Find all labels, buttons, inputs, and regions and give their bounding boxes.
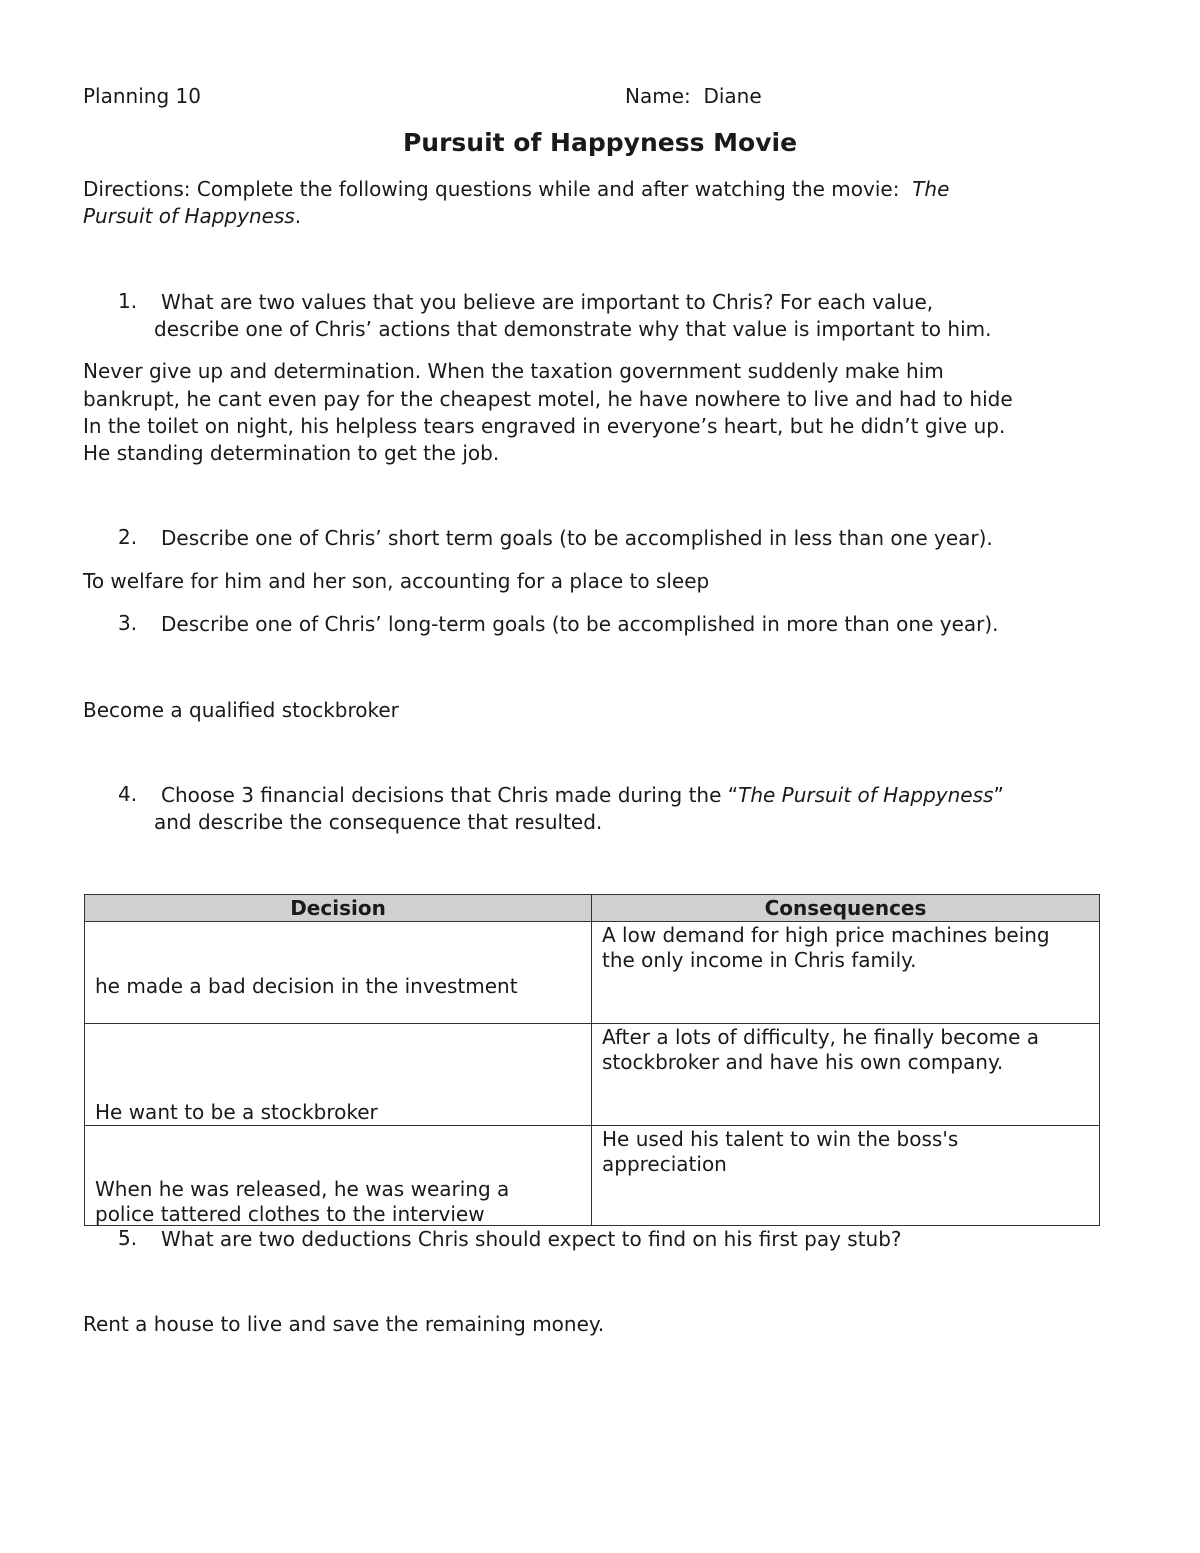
directions-movie-title-part-2: Pursuit of Happyness xyxy=(83,204,295,228)
column-header-consequences: Consequences xyxy=(592,895,1100,922)
name-field xyxy=(625,84,762,108)
consequence-cell xyxy=(592,922,1100,1024)
table-row xyxy=(85,922,1100,1024)
directions-movie-title-part-1: The xyxy=(912,177,950,201)
answer-2: To welfare for him and her son, accounting for a place to sleep xyxy=(83,569,710,593)
table-row xyxy=(85,1024,1100,1126)
name-value: Diane xyxy=(703,84,762,108)
decision-text: he made a bad decision in the investment xyxy=(95,974,518,998)
question-3-text: Describe one of Chris’ long-term goals (to be accomplished in more than one year). xyxy=(161,612,999,636)
column-header-decision: Decision xyxy=(85,895,592,922)
decision-text-line: When he was released, he was wearing a xyxy=(95,1177,510,1201)
consequence-text-line: the only income in Chris family. xyxy=(602,948,917,972)
answer-5: Rent a house to live and save the remaining money. xyxy=(83,1312,605,1336)
directions-line-2 xyxy=(83,203,301,230)
question-1-number: 1. xyxy=(118,289,138,313)
answer-1-line-3: In the toilet on night, his helpless tears engraved in everyone’s heart, but he didn’t give up. xyxy=(83,414,1006,438)
table-row xyxy=(85,1126,1100,1226)
decision-text: He want to be a stockbroker xyxy=(95,1100,378,1124)
consequence-text-line: stockbroker and have his own company. xyxy=(602,1050,1004,1074)
question-4-prefix: Choose 3 financial decisions that Chris made during the “ xyxy=(161,783,739,807)
consequence-cell xyxy=(592,1024,1100,1126)
consequence-text-line: After a lots of difficulty, he finally become a xyxy=(602,1025,1040,1049)
question-1-line-2: describe one of Chris’ actions that demonstrate why that value is important to him. xyxy=(154,317,992,341)
page-title: Pursuit of Happyness Movie xyxy=(402,128,798,157)
course-label: Planning 10 xyxy=(83,84,201,108)
question-4-movie-title: The Pursuit of Happyness xyxy=(738,783,994,807)
answer-1-line-1: Never give up and determination. When the taxation government suddenly make him xyxy=(83,359,944,383)
question-5-number: 5. xyxy=(118,1226,138,1250)
decision-cell xyxy=(85,1024,592,1126)
question-3-number: 3. xyxy=(118,611,138,635)
name-label: Name: xyxy=(625,84,691,108)
question-4-quote-close: ” xyxy=(993,783,1004,807)
decision-cell xyxy=(85,1126,592,1226)
answer-3: Become a qualified stockbroker xyxy=(83,698,399,722)
decision-cell xyxy=(85,922,592,1024)
directions-period: . xyxy=(294,204,302,228)
question-4-number: 4. xyxy=(118,782,138,806)
consequence-text-line: A low demand for high price machines being xyxy=(602,923,1050,947)
consequence-text-line: appreciation xyxy=(602,1152,727,1176)
consequence-text-line: He used his talent to win the boss's xyxy=(602,1127,959,1151)
directions-line-1 xyxy=(83,176,949,203)
table-header-row xyxy=(85,895,1100,922)
decisions-table xyxy=(84,894,1100,1226)
question-4-line-1 xyxy=(161,782,1004,809)
answer-1-line-4: He standing determination to get the job. xyxy=(83,441,500,465)
question-5-text: What are two deductions Chris should expect to find on his first pay stub? xyxy=(161,1227,902,1251)
answer-1-line-2: bankrupt, he cant even pay for the cheapest motel, he have nowhere to live and had to hide xyxy=(83,387,1013,411)
directions-text: Directions: Complete the following questions while and after watching the movie: xyxy=(83,177,900,201)
question-1-line-1: What are two values that you believe are important to Chris? For each value, xyxy=(161,290,934,314)
consequence-cell xyxy=(592,1126,1100,1226)
question-4-line-2: and describe the consequence that resulted. xyxy=(154,810,603,834)
question-2-number: 2. xyxy=(118,525,138,549)
question-2-text: Describe one of Chris’ short term goals (to be accomplished in less than one year). xyxy=(161,526,993,550)
decision-text-line: police tattered clothes to the interview xyxy=(95,1202,485,1226)
